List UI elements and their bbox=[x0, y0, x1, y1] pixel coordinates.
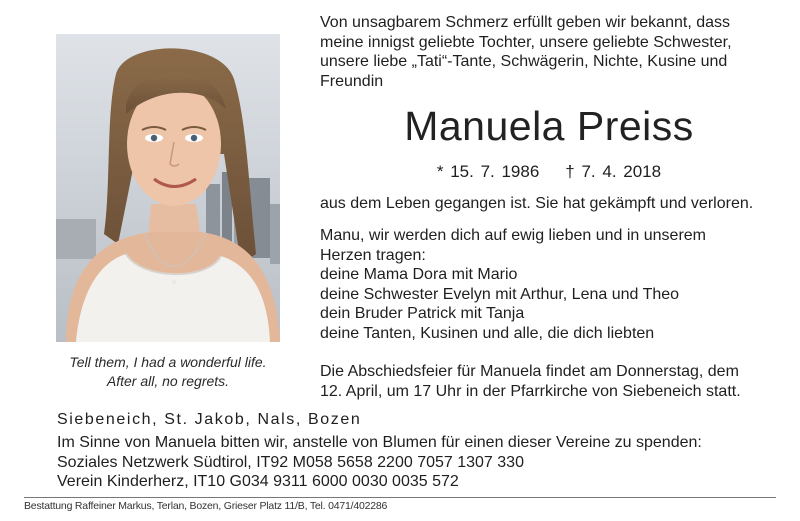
mourners-list bbox=[320, 226, 778, 343]
intro-line: Freundin bbox=[320, 72, 384, 90]
mourners-line: Herzen tragen: bbox=[320, 246, 426, 264]
footer-divider bbox=[24, 497, 776, 498]
life-dates bbox=[320, 161, 778, 183]
portrait-photo-icon bbox=[56, 34, 280, 342]
mourners-line: deine Tanten, Kusinen und alle, die dich liebten bbox=[320, 324, 655, 342]
donation-line: Soziales Netzwerk Südtirol, IT92 M058 5658 2200 7057 1307 330 bbox=[57, 453, 524, 471]
donation-info bbox=[57, 433, 702, 492]
intro-text bbox=[320, 13, 778, 91]
mourners-line: dein Bruder Patrick mit Tanja bbox=[320, 305, 525, 322]
donation-line: Verein Kinderherz, IT10 G034 9311 6000 0030 0035 572 bbox=[57, 473, 459, 490]
funeral-info bbox=[320, 362, 778, 401]
footer bbox=[0, 497, 800, 521]
death-date: † 7. 4. 2018 bbox=[565, 162, 662, 181]
mourners-line: Manu, wir werden dich auf ewig lieben und in unserem bbox=[320, 227, 706, 244]
quote-line: After all, no regrets. bbox=[106, 373, 230, 389]
intro-line: unsere liebe „Tati“-Tante, Schwägerin, Nichte, Kusine und bbox=[320, 53, 728, 70]
place-line: Siebeneich, St. Jakob, Nals, Bozen bbox=[57, 411, 362, 428]
funeral-line: 12. April, um 17 Uhr in der Pfarrkirche von Siebeneich statt. bbox=[320, 382, 741, 400]
birth-date: * 15. 7. 1986 bbox=[436, 162, 540, 181]
passing-statement: aus dem Leben gegangen ist. Sie hat gekämpft und verloren. bbox=[320, 195, 754, 212]
portrait-photo bbox=[56, 34, 280, 342]
deceased-name: Manuela Preiss bbox=[404, 103, 694, 149]
quote-line: Tell them, I had a wonderful life. bbox=[69, 354, 267, 370]
mourners-line: deine Mama Dora mit Mario bbox=[320, 266, 518, 283]
intro-line: meine innigst geliebte Tochter, unsere geliebte Schwester, bbox=[320, 33, 732, 51]
mourners-line: deine Schwester Evelyn mit Arthur, Lena und Theo bbox=[320, 285, 680, 303]
funeral-line: Die Abschiedsfeier für Manuela findet am Donnerstag, dem bbox=[320, 363, 739, 380]
intro-line: Von unsagbarem Schmerz erfüllt geben wir bekannt, dass bbox=[320, 14, 731, 31]
donation-line: Im Sinne von Manuela bitten wir, anstelle von Blumen für einen dieser Vereine zu spenden: bbox=[57, 434, 702, 451]
quote bbox=[56, 353, 280, 391]
funeral-home: Bestattung Raffeiner Markus, Terlan, Bozen, Grieser Platz 11/B, Tel. 0471/402286 bbox=[24, 500, 388, 512]
